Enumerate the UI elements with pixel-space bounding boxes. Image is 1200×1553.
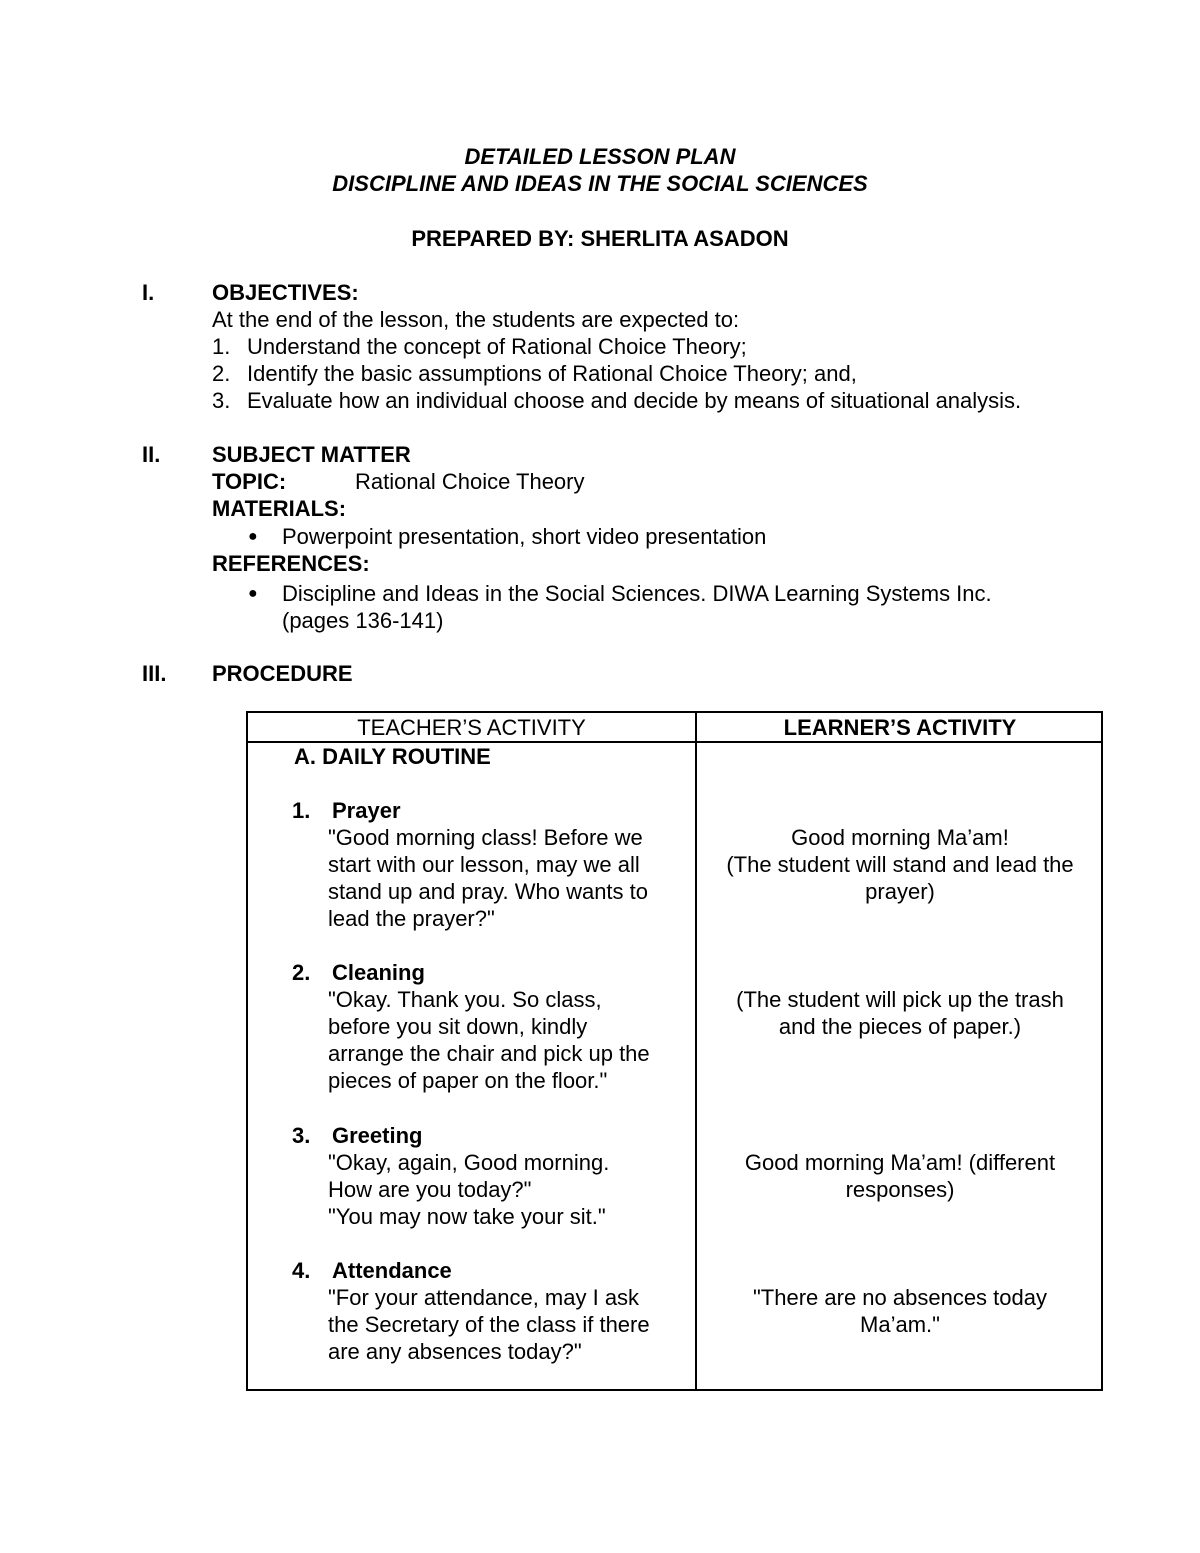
teacher-line: "You may now take your sit." xyxy=(328,1204,606,1229)
teacher-line: before you sit down, kindly xyxy=(328,1014,588,1039)
objective-item: Evaluate how an individual choose and decide by means of situational analysis. xyxy=(247,388,1022,413)
procedure-table xyxy=(246,711,1103,1391)
objectives-intro: At the end of the lesson, the students are expected to: xyxy=(212,307,740,332)
teacher-line: start with our lesson, may we all xyxy=(328,852,640,877)
step-label-attendance: Attendance xyxy=(332,1258,452,1283)
objective-number: 3. xyxy=(212,388,231,413)
teacher-activity-header: TEACHER’S ACTIVITY xyxy=(357,715,586,740)
bullet-icon: ● xyxy=(248,585,258,602)
section-numeral-procedure: III. xyxy=(142,661,167,686)
step-label-prayer: Prayer xyxy=(332,798,401,823)
section-numeral-objectives: I. xyxy=(142,280,155,305)
learner-line: Ma’am." xyxy=(860,1312,940,1337)
step-number: 3. xyxy=(292,1123,311,1148)
learner-line: Good morning Ma’am! (different xyxy=(744,1150,1056,1175)
objective-number: 1. xyxy=(212,334,231,359)
learner-line: (The student will pick up the trash xyxy=(736,987,1064,1012)
reference-pages: (pages 136-141) xyxy=(282,608,444,633)
objective-item: Identify the basic assumptions of Rational Choice Theory; and, xyxy=(247,361,857,386)
topic-label: TOPIC: xyxy=(212,469,287,494)
bullet-icon: ● xyxy=(248,528,258,545)
teacher-line: "Good morning class! Before we xyxy=(328,825,643,850)
teacher-line: "For your attendance, may I ask xyxy=(328,1285,640,1310)
teacher-line: the Secretary of the class if there xyxy=(328,1312,650,1337)
section-numeral-subject: II. xyxy=(142,442,161,467)
step-number: 4. xyxy=(292,1258,311,1283)
subject-matter-heading: SUBJECT MATTER xyxy=(212,442,411,467)
teacher-line: "Okay, again, Good morning. xyxy=(328,1150,610,1175)
daily-routine-heading: A. DAILY ROUTINE xyxy=(294,744,491,769)
procedure-heading: PROCEDURE xyxy=(212,661,353,686)
objective-number: 2. xyxy=(212,361,231,386)
objective-item: Understand the concept of Rational Choice Theory; xyxy=(247,334,747,359)
materials-item: Powerpoint presentation, short video presentation xyxy=(282,524,767,549)
learner-line: "There are no absences today xyxy=(753,1285,1047,1310)
step-number: 2. xyxy=(292,960,311,985)
teacher-line: are any absences today?" xyxy=(328,1339,582,1364)
step-number: 1. xyxy=(292,798,311,823)
teacher-line: stand up and pray. Who wants to xyxy=(328,879,648,904)
teacher-line: pieces of paper on the floor." xyxy=(328,1068,608,1093)
teacher-line: How are you today?" xyxy=(328,1177,532,1202)
objectives-heading: OBJECTIVES: xyxy=(212,280,359,305)
reference-item: Discipline and Ideas in the Social Sciences. DIWA Learning Systems Inc. xyxy=(282,581,992,606)
learner-line: prayer) xyxy=(865,879,935,904)
learner-line: and the pieces of paper.) xyxy=(778,1014,1022,1039)
learner-line: responses) xyxy=(845,1177,955,1202)
prepared-by: PREPARED BY: SHERLITA ASADON xyxy=(411,226,789,251)
step-label-greeting: Greeting xyxy=(332,1123,423,1148)
learner-line: (The student will stand and lead the xyxy=(726,852,1074,877)
document-subtitle: DISCIPLINE AND IDEAS IN THE SOCIAL SCIENCES xyxy=(332,171,868,196)
learner-line: Good morning Ma’am! xyxy=(791,825,1009,850)
teacher-line: lead the prayer?" xyxy=(328,906,495,931)
topic-value: Rational Choice Theory xyxy=(355,469,585,494)
teacher-line: "Okay. Thank you. So class, xyxy=(328,987,602,1012)
references-label: REFERENCES: xyxy=(212,551,370,576)
step-label-cleaning: Cleaning xyxy=(332,960,425,985)
document-title: DETAILED LESSON PLAN xyxy=(464,144,736,169)
learner-activity-header: LEARNER’S ACTIVITY xyxy=(783,715,1017,740)
teacher-line: arrange the chair and pick up the xyxy=(328,1041,650,1066)
materials-label: MATERIALS: xyxy=(212,496,347,521)
